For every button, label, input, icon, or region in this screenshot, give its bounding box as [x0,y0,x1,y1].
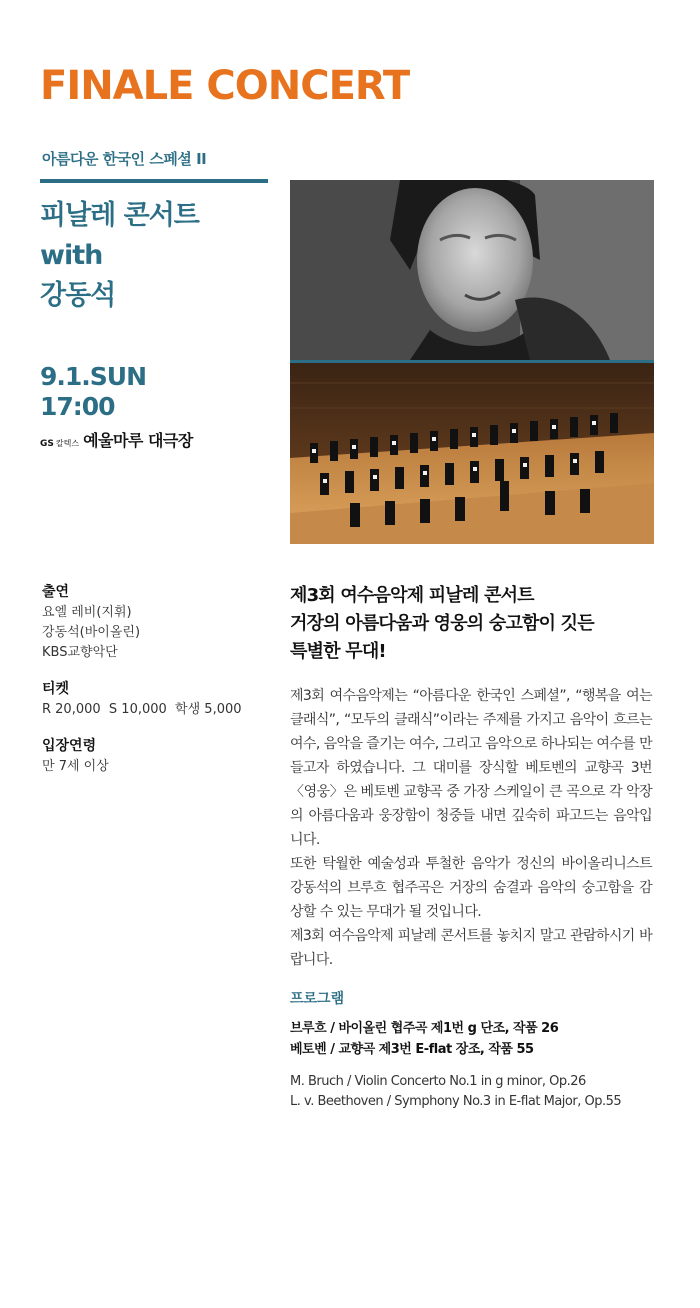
concert-time: 17:00 [40,392,115,421]
concert-name-line: 피날레 콘서트 [40,200,199,231]
series-divider [40,179,268,183]
program-item-en: L. v. Beethoven / Symphony No.3 in E-flat Major, Op.55 [290,1094,622,1109]
page-title: FINALE CONCERT [40,63,410,109]
performer-item: 강동석(바이올린) [42,625,141,640]
concert-date: 9.1.SUN [40,362,147,391]
concert-name-line: 강동석 [40,280,116,311]
concert-schedule [40,362,146,422]
headline-line: 제3회 여수음악제 피날레 콘서트 [290,585,534,606]
ticket-label: 티켓 [42,681,70,697]
orchestra-illustration [290,363,654,544]
performers-label: 출연 [42,584,70,600]
program-label: 프로그램 [290,991,345,1007]
portrait-illustration [290,180,654,360]
program-korean [290,1018,558,1060]
age-value: 만 7세 이상 [42,759,109,774]
program-english [290,1072,621,1112]
concert-info [42,582,272,793]
performers-section [42,582,272,663]
orchestra-photo [290,363,654,544]
age-section [42,736,272,777]
article-body [290,684,652,972]
venue [40,428,193,451]
venue-sponsor: GS [40,439,54,449]
program-item-en: M. Bruch / Violin Concerto No.1 in g minor, Op.26 [290,1074,586,1089]
headline-line: 거장의 아름다움과 영웅의 숭고함이 깃든 [290,613,594,634]
venue-sponsor-sub: 칼텍스 [55,439,80,448]
headline-line: 특별한 무대! [290,641,386,662]
program-item-ko: 베토벤 / 교향곡 제3번 E-flat 장조, 작품 55 [290,1042,534,1057]
series-label: 아름다운 한국인 스페셜 II [42,150,207,168]
concert-photos [290,180,654,544]
venue-hall: 예울마루 대극장 [83,431,193,450]
ticket-prices: R 20,000 S 10,000 학생 5,000 [42,702,242,717]
ticket-section [42,679,272,720]
concert-name [40,196,280,316]
performer-item: 요엘 레비(지휘) [42,605,132,620]
performer-item: KBS교향악단 [42,645,118,660]
article-paragraph: 제3회 여수음악제 피날레 콘서트를 놓치지 말고 관람하시기 바랍니다. [290,928,652,968]
violinist-portrait-photo [290,180,654,360]
article-headline [290,582,660,666]
concert-name-line: with [40,240,103,271]
program-item-ko: 브루흐 / 바이올린 협주곡 제1번 g 단조, 작품 26 [290,1021,559,1036]
article-paragraph: 제3회 여수음악제는 “아름다운 한국인 스페셜”, “행복을 여는 클래식”, “모두의 클래식”이라는 주제를 가지고 음악이 흐르는 여수, 음악을 즐기는 여수, 그리고 음악으로 하나되는 여수를 만들고자 하였습니다. 그 대미를 장식할 베토벤의 교향곡 3번 〈영웅〉은 베토벤 교향곡 중 가장 스케일이 큰 곡으로 각 악장의 아름다움과 웅장함이 청중들 내면 깊숙히 파고드는 음악입니다. [290,688,652,848]
article-paragraph: 또한 탁월한 예술성과 투철한 음악가 정신의 바이올리니스트 강동석의 브루흐 협주곡은 거장의 숨결과 음악의 숭고함을 감상할 수 있는 무대가 될 것입니다. [290,856,652,920]
age-label: 입장연령 [42,738,97,754]
